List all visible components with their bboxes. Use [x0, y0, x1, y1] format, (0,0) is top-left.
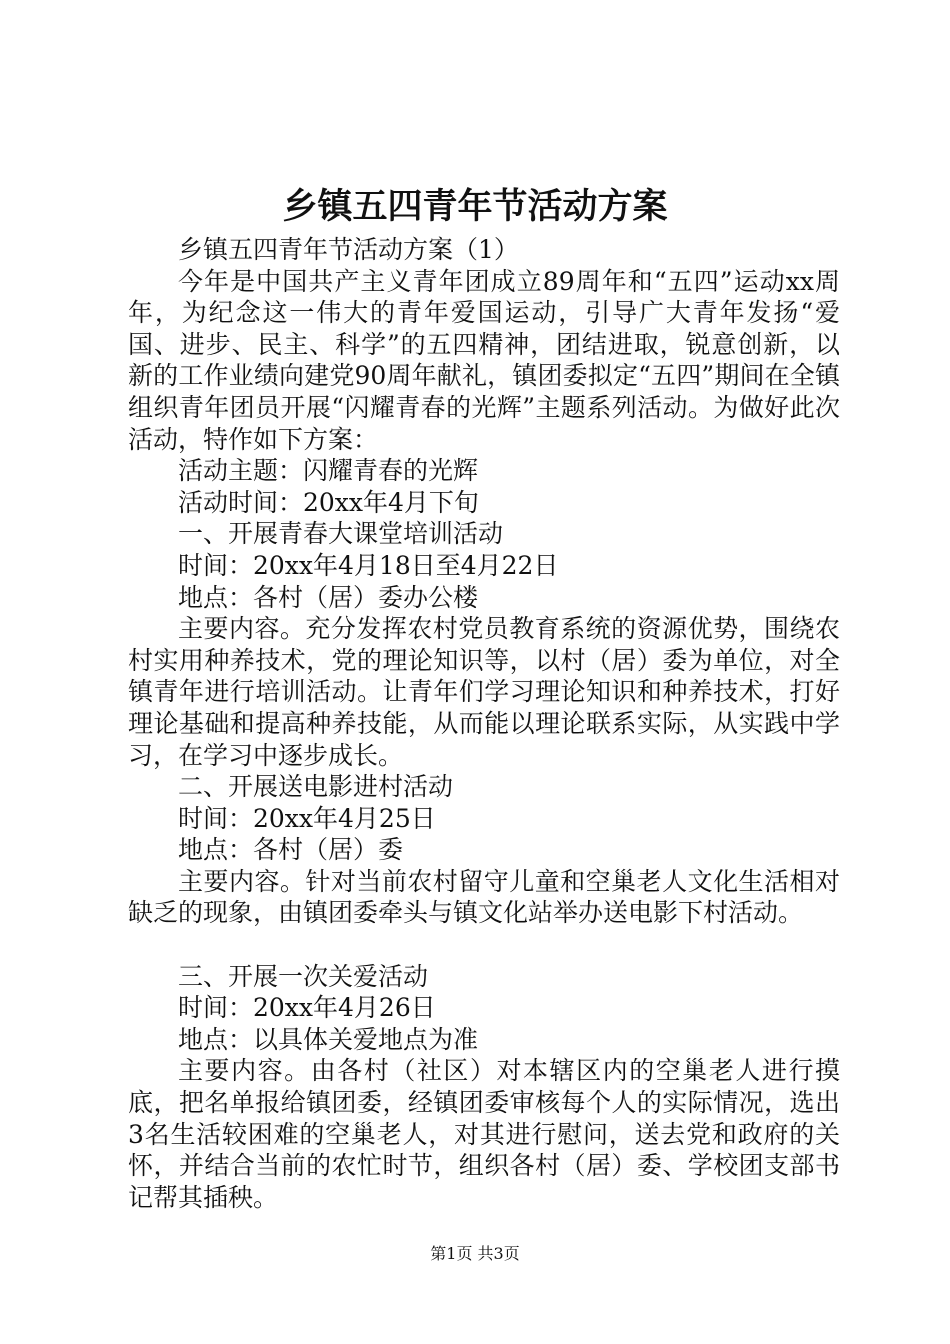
section-1-content: 主要内容。充分发挥农村党员教育系统的资源优势，围绕农村实用种养技术，党的理论知识等，以村（居）委为单位，对全镇青年进行培训活动。让青年们学习理论知识和种养技术，打好理论基础和提高种养技能，从而能以理论联系实际，从实践中学习，在学习中逐步成长。	[128, 614, 840, 770]
section-3-time: 时间：20xx年4月26日	[178, 993, 436, 1023]
page-number: 第1页 共3页	[430, 1244, 520, 1263]
paragraph-subtitle: 乡镇五四青年节活动方案（1）	[178, 235, 519, 264]
section-3-content: 主要内容。由各村（社区）对本辖区内的空巢老人进行摸底，把名单报给镇团委，经镇团委审核每个人的实际情况，选出3名生活较困难的空巢老人，对其进行慰问，送去党和政府的关怀，并结合当前的农忙时节，组织各村（居）委、学校团支部书记帮其插秧。	[128, 1056, 840, 1212]
section-2-location: 地点：各村（居）委	[178, 835, 404, 865]
paragraph-gap	[128, 929, 840, 961]
section-2-time: 时间：20xx年4月25日	[178, 803, 436, 833]
paragraph-intro: 今年是中国共产主义青年团成立89周年和“五四”运动xx周年，为纪念这一伟大的青年爱国运动，引导广大青年发扬“爱国、进步、民主、科学”的五四精神，团结进取，锐意创新，以新的工作业绩向建党90周年献礼，镇团委拟定“五四”期间在全镇组织青年团员开展“闪耀青春的光辉”主题系列活动。为做好此次活动，特作如下方案：	[128, 266, 840, 454]
section-heading-1: 一、开展青春大课堂培训活动	[178, 519, 504, 549]
document-title: 乡镇五四青年节活动方案	[282, 186, 668, 227]
document-body	[128, 234, 840, 1213]
section-1-time: 时间：20xx年4月18日至4月22日	[178, 550, 559, 580]
paragraph-time: 活动时间：20xx年4月下旬	[178, 487, 479, 517]
section-3-location: 地点：以具体关爱地点为准	[178, 1024, 479, 1054]
paragraph-theme: 活动主题：闪耀青春的光辉	[178, 456, 479, 486]
section-1-location: 地点：各村（居）委办公楼	[178, 582, 479, 612]
section-heading-3: 三、开展一次关爱活动	[178, 961, 429, 991]
section-heading-2: 二、开展送电影进村活动	[178, 772, 454, 802]
section-2-content: 主要内容。针对当前农村留守儿童和空巢老人文化生活相对缺乏的现象，由镇团委牵头与镇文化站举办送电影下村活动。	[128, 866, 840, 928]
